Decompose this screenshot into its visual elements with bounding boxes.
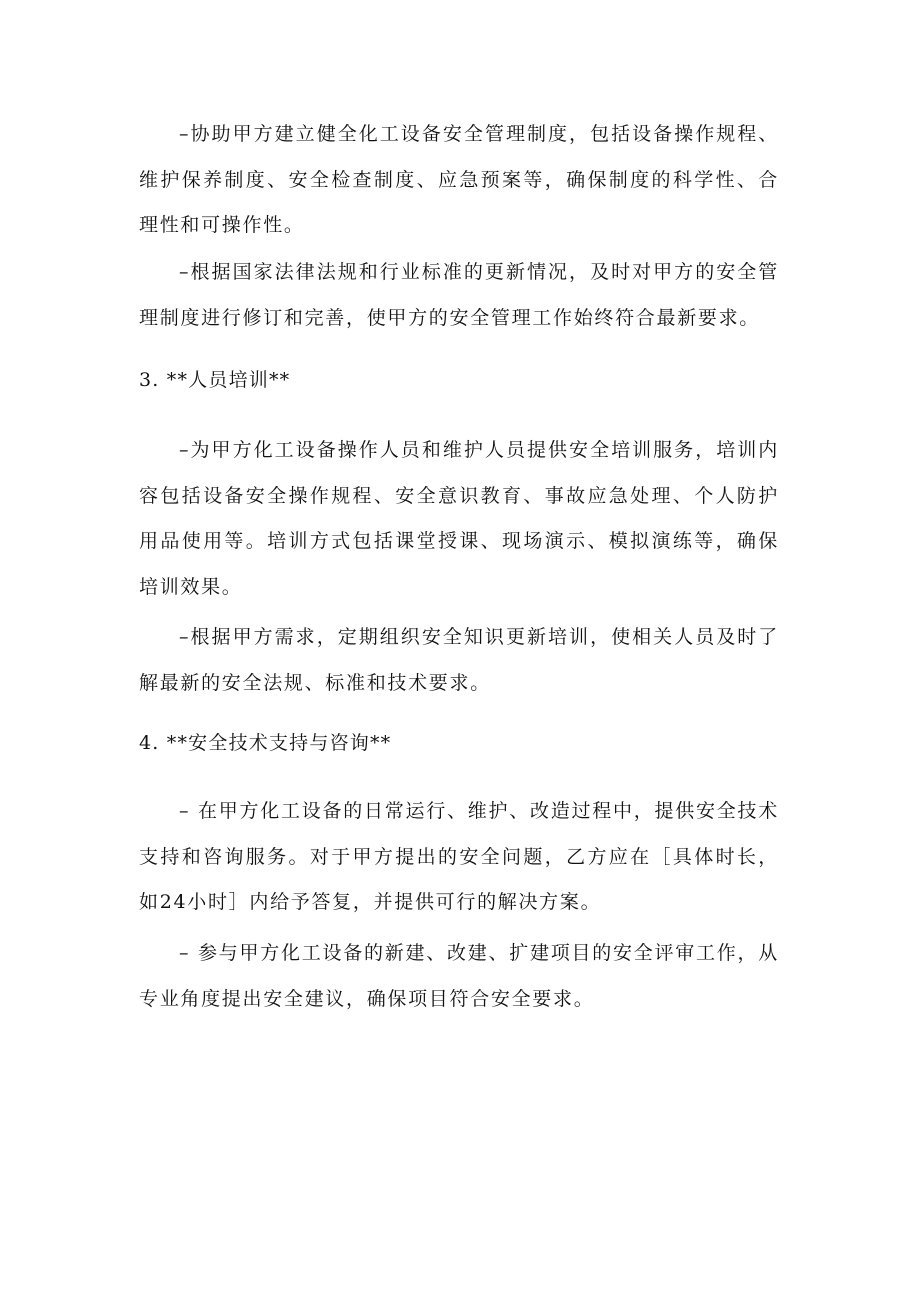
paragraph-system-revision: –根据国家法律法规和行业标准的更新情况，及时对甲方的安全管理制度进行修订和完善，使甲方的安全管理工作始终符合最新要求。 xyxy=(139,261,779,329)
section-heading-personnel-training: 3. **人员培训** xyxy=(139,369,291,391)
paragraph-technical-consulting: – 在甲方化工设备的日常运行、维护、改造过程中，提供安全技术支持和咨询服务。对于甲方提出的安全问题，乙方应在［具体时长，如24小时］内给予答复，并提供可行的解决方案。 xyxy=(139,800,779,913)
paragraph-training-update: –根据甲方需求，定期组织安全知识更新培训，使相关人员及时了解最新的安全法规、标准和技术要求。 xyxy=(139,626,779,694)
section-heading-technical-support: 4. **安全技术支持与咨询** xyxy=(139,732,392,754)
paragraph-training-service: –为甲方化工设备操作人员和维护人员提供安全培训服务，培训内容包括设备安全操作规程、安全意识教育、事故应急处理、个人防护用品使用等。培训方式包括课堂授课、现场演示、模拟演练等，确保培训效果。 xyxy=(139,439,779,598)
paragraph-safety-review: – 参与甲方化工设备的新建、改建、扩建项目的安全评审工作，从专业角度提出安全建议，确保项目符合安全要求。 xyxy=(139,942,779,1010)
paragraph-management-system: –协助甲方建立健全化工设备安全管理制度，包括设备操作规程、维护保养制度、安全检查制度、应急预案等，确保制度的科学性、合理性和可操作性。 xyxy=(139,123,779,236)
